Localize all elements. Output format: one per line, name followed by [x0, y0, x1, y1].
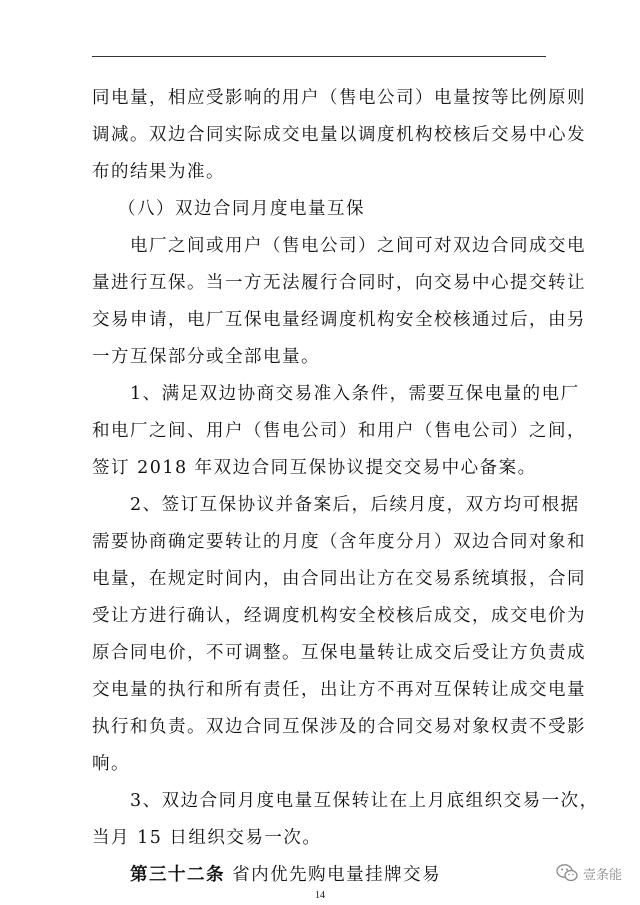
- watermark: [556, 862, 622, 884]
- article-number: 第三十二条: [130, 865, 225, 885]
- header-rule: [92, 56, 546, 57]
- text-line: 一方互保部分或全部电量。: [92, 347, 320, 367]
- text-line: 3、双边合同月度电量互保转让在上月底组织交易一次，: [130, 791, 599, 811]
- text-line: 签订 2018 年双边合同互保协议提交交易中心备案。: [92, 458, 537, 478]
- text-line: 电厂之间或用户（售电公司）之间可对双边合同成交电: [130, 236, 586, 256]
- text-line: 交易申请，电厂互保电量经调度机构安全校核通过后，由另: [92, 310, 586, 330]
- text-line: 布的结果为准。: [92, 162, 225, 182]
- page-number: 14: [315, 890, 325, 901]
- text-line: 量进行互保。当一方无法履行合同时，向交易中心提交转让: [92, 273, 586, 293]
- text-line: 需要协商确定要转让的月度（含年度分月）双边合同对象和: [92, 532, 586, 552]
- text-line: 原合同电价，不可调整。互保电量转让成交后受让方负责成: [92, 643, 586, 663]
- text-line: 受让方进行确认，经调度机构安全校核后成交，成交电价为: [92, 606, 586, 626]
- article-heading: [130, 867, 560, 885]
- text-line: 交电量的执行和所有责任，出让方不再对互保转让成交电量: [92, 680, 586, 700]
- text-line: 当月 15 日组织交易一次。: [92, 828, 322, 848]
- text-line: 同电量，相应受影响的用户（售电公司）电量按等比例原则: [92, 88, 586, 108]
- text-line: 和电厂之间、用户（售电公司）和用户（售电公司）之间，: [92, 421, 586, 441]
- text-line: 调减。双边合同实际成交电量以调度机构校核后交易中心发: [92, 125, 586, 145]
- text-line: 执行和负责。双边合同互保涉及的合同交易对象权责不受影: [92, 717, 586, 737]
- text-line: 电量，在规定时间内，由合同出让方在交易系统填报，合同: [92, 569, 586, 589]
- section-heading: （八）双边合同月度电量互保: [118, 199, 365, 219]
- text-line: 响。: [92, 754, 130, 774]
- article-title: 省内优先购电量挂牌交易: [232, 865, 442, 885]
- wechat-icon: [556, 863, 578, 883]
- watermark-label: 壹条能: [582, 867, 622, 883]
- text-line: 2、签订互保协议并备案后，后续月度，双方均可根据: [130, 495, 580, 515]
- text-line: 1、满足双边协商交易准入条件，需要互保电量的电厂: [130, 384, 580, 404]
